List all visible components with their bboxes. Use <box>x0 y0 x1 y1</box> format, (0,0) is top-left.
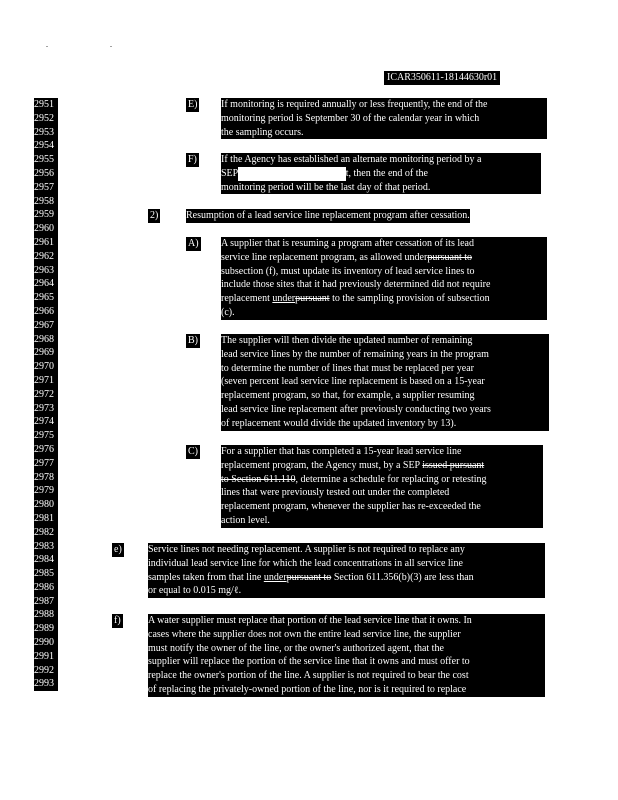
para-row <box>221 473 543 487</box>
line-number-column <box>34 98 58 691</box>
para-E <box>221 98 547 139</box>
line-number: 2982 <box>34 526 54 538</box>
line-number: 2964 <box>34 278 54 290</box>
line-number: 2953 <box>34 126 54 138</box>
para-row: A water supplier must replace that portion of the lead service line that it owns. In <box>148 615 472 626</box>
line-number: 2958 <box>34 195 54 207</box>
line-number: 2961 <box>34 236 54 248</box>
text-run: to the sampling provision of subsection <box>329 293 490 305</box>
para-row: For a supplier that has completed a 15-year lead service line <box>221 446 462 457</box>
line-number: 2986 <box>34 581 54 593</box>
label-F: F) <box>188 154 197 165</box>
line-number: 2971 <box>34 374 54 386</box>
text-run: service line replacement program, as allowed under <box>221 251 428 263</box>
para-row: lines that were previously tested out under the completed <box>221 487 450 499</box>
header-code: ICAR350611-18144630r01 <box>384 71 500 85</box>
line-number: 2957 <box>34 181 54 193</box>
para-e <box>148 543 545 598</box>
para-row: must notify the owner of the line, or the owner's authorized agent, that the <box>148 642 444 654</box>
para-row: the sampling occurs. <box>221 126 304 138</box>
para-row: replacement program, so that, for example, a supplier resuming <box>221 390 475 402</box>
para-row: The supplier will then divide the updated number of remaining <box>221 335 473 346</box>
line-number: 2973 <box>34 402 54 414</box>
line-number: 2951 <box>34 99 54 110</box>
para-row: action level. <box>221 514 270 526</box>
line-number: 2984 <box>34 554 54 566</box>
line-number: 2960 <box>34 223 54 235</box>
para-row: Service lines not needing replacement. A supplier is not required to replace any <box>148 544 465 555</box>
line-number: 2969 <box>34 347 54 359</box>
para-row: If monitoring is required annually or less frequently, the end of the <box>221 99 488 110</box>
text-run: Section 611.356(b)(3) are less than <box>331 571 474 583</box>
para-row: lead service line replacement after previously conducting two years <box>221 403 491 415</box>
para-row <box>221 251 547 265</box>
sep-text: SEP <box>221 167 239 179</box>
para-B <box>221 334 549 431</box>
para-A <box>221 237 547 320</box>
text-run: replacement program, the Agency must, by a SEP <box>221 459 423 471</box>
redaction-block <box>238 167 346 181</box>
line-number: 2990 <box>34 637 54 649</box>
para-2: Resumption of a lead service line replacement program after cessation. <box>186 210 470 221</box>
line-number: 2959 <box>34 209 54 221</box>
para-row <box>221 292 547 306</box>
line-number: 2993 <box>34 678 54 690</box>
para-row: replace the owner's portion of the line. A supplier is not required to bear the cost <box>148 670 469 682</box>
line-number: 2975 <box>34 430 54 442</box>
line-number: 2980 <box>34 499 54 511</box>
para-row: of replacing the privately-owned portion of the line, nor is it required to replace <box>148 683 467 695</box>
line-number: 2976 <box>34 443 54 455</box>
line-number: 2977 <box>34 457 54 469</box>
line-number: 2972 <box>34 388 54 400</box>
para-row: subsection (f), must update its inventory of lead service lines to <box>221 265 475 277</box>
para-row: individual lead service line for which the lead concentrations in all service line <box>148 557 463 569</box>
label-e: e) <box>114 544 122 555</box>
line-number: 2967 <box>34 319 54 331</box>
inserted-text: under <box>263 571 287 583</box>
text-run: samples taken from that line <box>148 571 264 583</box>
para-row: or equal to 0.015 mg/ℓ. <box>148 585 242 597</box>
line-number: 2962 <box>34 250 54 262</box>
struck-text: pursuant <box>295 293 330 305</box>
label-f: f) <box>114 615 121 626</box>
struck-text: pursuant to <box>286 571 332 583</box>
struck-text: issued pursuant <box>422 459 485 471</box>
line-number: 2981 <box>34 512 54 524</box>
line-number: 2965 <box>34 292 54 304</box>
line-number: 2991 <box>34 650 54 662</box>
para-row <box>148 571 545 585</box>
para-row: of replacement would divide the updated inventory by 13). <box>221 417 457 429</box>
label-E: E) <box>188 99 198 110</box>
line-number: 2970 <box>34 361 54 373</box>
para-row: (seven percent lead service line replacement is based on a 15-year <box>221 376 485 388</box>
para-row: If the Agency has established an alternate monitoring period by a <box>221 154 482 165</box>
para-row: to determine the number of lines that must be replaced per year <box>221 362 474 374</box>
para-row: supplier will replace the portion of the service line that it owns and must offer to <box>148 656 470 668</box>
para-row <box>221 167 541 181</box>
line-number: 2979 <box>34 485 54 497</box>
struck-text: to Section 611.110 <box>221 473 296 485</box>
label-C: C) <box>188 446 198 457</box>
para-row: lead service lines by the number of remaining years in the program <box>221 348 489 360</box>
sep-text-end: t, then the end of the <box>345 167 428 179</box>
para-row: monitoring period is September 30 of the calendar year in which <box>221 112 480 124</box>
line-number: 2992 <box>34 664 54 676</box>
para-f <box>148 614 545 697</box>
para-row: include those sites that it had previously determined did not require <box>221 279 491 291</box>
line-number: 2989 <box>34 623 54 635</box>
line-number: 2987 <box>34 595 54 607</box>
label-2: 2) <box>150 210 159 221</box>
para-row: (c). <box>221 306 235 318</box>
struck-text: pursuant to <box>427 251 473 263</box>
text-run: , determine a schedule for replacing or retesting <box>295 473 487 485</box>
para-C <box>221 445 543 528</box>
line-number: 2968 <box>34 333 54 345</box>
text-run: replacement <box>221 293 273 305</box>
line-number: 2985 <box>34 568 54 580</box>
line-number: 2988 <box>34 609 54 621</box>
para-F <box>221 153 541 194</box>
line-number: 2966 <box>34 305 54 317</box>
inserted-text: under <box>272 293 296 305</box>
line-number: 2955 <box>34 154 54 166</box>
para-row: cases where the supplier does not own the entire lead service line, the supplier <box>148 628 461 640</box>
line-number: 2963 <box>34 264 54 276</box>
para-row <box>221 459 543 473</box>
line-number: 2952 <box>34 112 54 124</box>
para-row: replacement program, whenever the supplier has re-exceeded the <box>221 501 481 513</box>
label-A: A) <box>188 238 199 249</box>
line-number: 2974 <box>34 416 54 428</box>
line-number: 2978 <box>34 471 54 483</box>
label-B: B) <box>188 335 198 346</box>
scan-dots: . . <box>46 40 142 49</box>
line-number: 2954 <box>34 140 54 152</box>
para-row: monitoring period will be the last day of that period. <box>221 181 431 193</box>
line-number: 2983 <box>34 540 54 552</box>
line-number: 2956 <box>34 167 54 179</box>
para-row: A supplier that is resuming a program after cessation of its lead <box>221 238 474 249</box>
